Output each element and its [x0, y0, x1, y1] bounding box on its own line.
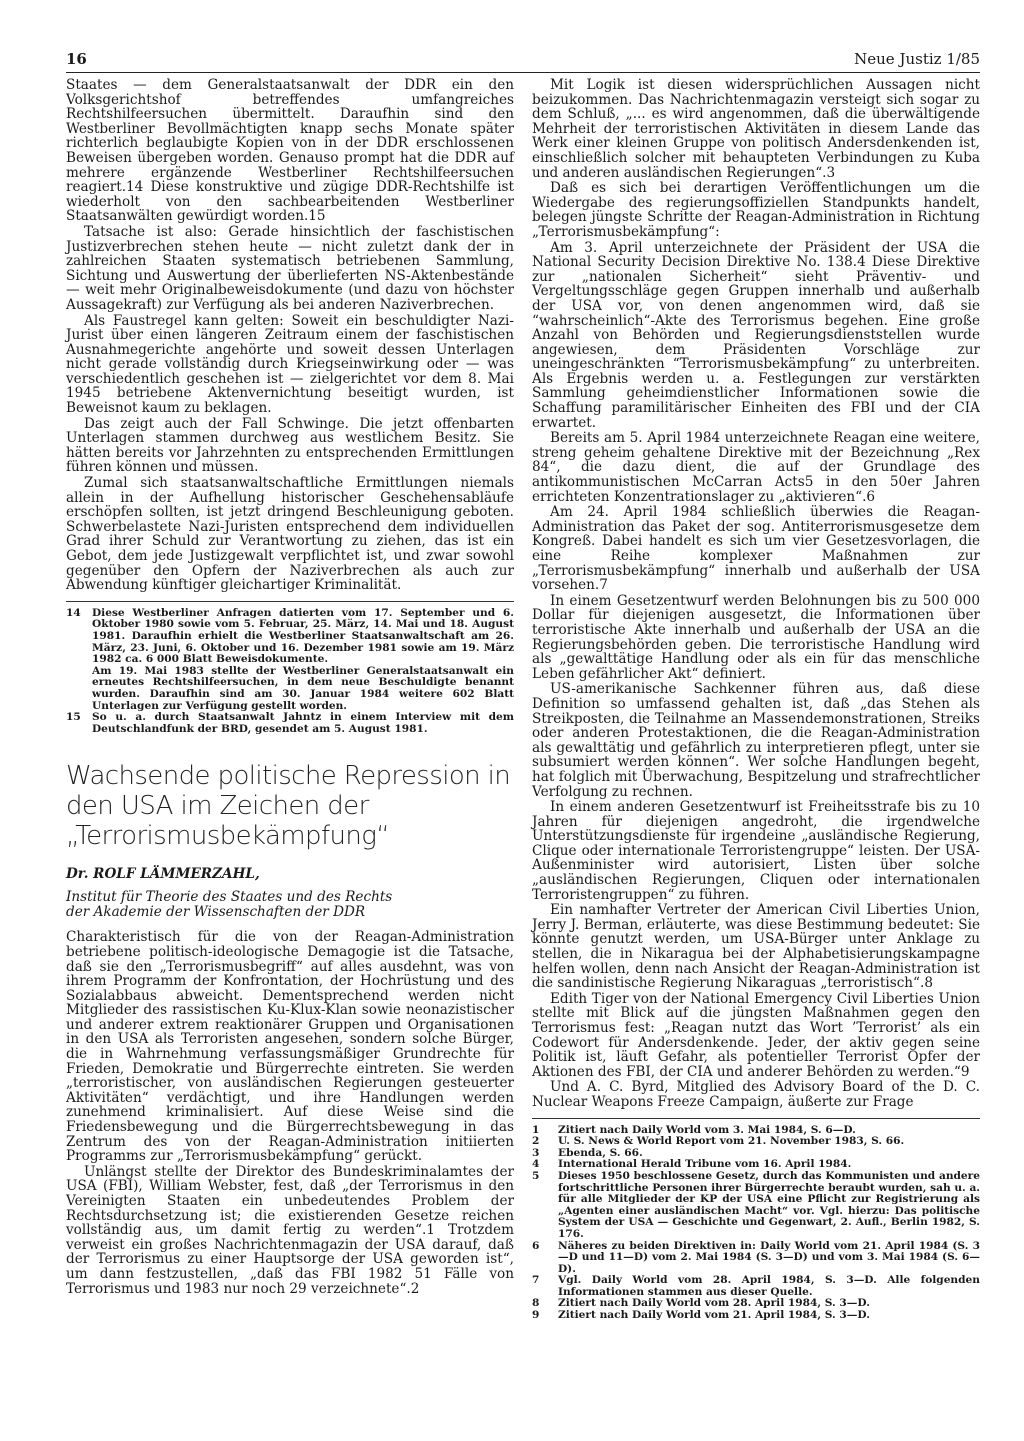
body-paragraph: Das zeigt auch der Fall Schwinge. Die jetzt offenbarten Unterlagen stammen durchweg aus westlichem Besitz. Sie hätten bereits vor Jahrzehnten zu entsprechenden Ermittlungen führen können und müssen.: [66, 415, 514, 476]
page-number: 16: [66, 50, 87, 68]
footnote: [532, 1136, 980, 1148]
footnote-number: 15: [66, 711, 81, 724]
body-paragraph: Staates — dem Generalstaatsanwalt der DDR ein den Volksgerichtshof betreffendes umfangreiches Rechtshilfeersuchen übermittelt. Daraufhin sind den Westberliner Bevollmächtigten knapp sechs Monate später richterlich beglaubigte Kopien von in der DDR erschlossenen Beweisen übergeben worden. Genauso prompt hat die DDR auf mehrere ergänzende Westberliner Rechtshilfeersuchen reagiert.14 Diese konstruktive und zügige DDR-Rechtshilfe ist wiederholt von den sachbearbeitenden Westberliner Staatsanwälten gewürdigt worden.15: [66, 77, 514, 225]
footnote-number: 3: [532, 1146, 540, 1159]
footnote-text: Zitiert nach Daily World vom 21. April 1984, S. 3—D.: [558, 1309, 870, 1322]
right-column: [532, 78, 980, 1322]
footnotes-right: [532, 1118, 980, 1322]
body-paragraph: Zumal sich staatsanwaltschaftliche Ermittlungen niemals allein in der Aufhellung historischer Geschehensabläufe erschöpfen sollten, ist jetzt dringend Beschleunigung geboten. Schwerbelastete Nazi-Juristen entsprechend dem individuellen Grad ihrer Schuld zur Verantwortung zu ziehen, das ist ein Gebot, dem jede Justizgewalt verpflichtet ist, und zwar sowohl gegenüber den Opfern der Naziverbrechen als auch zur Abwendung künftiger gleichartiger Kriminalität.: [66, 475, 514, 594]
footnote: [532, 1241, 980, 1276]
footnote-number: 4: [532, 1158, 540, 1171]
body-paragraph: Daß es sich bei derartigen Veröffentlichungen um die Wiedergabe des regierungsoffiziellen Standpunkts handelt, belegen jüngste Schritte der Reagan-Administration in Richtung „Terrorismusbekämpfung“:: [532, 180, 980, 240]
footnote-text: Zitiert nach Daily World vom 28. April 1984, S. 3—D.: [558, 1297, 870, 1310]
author-affiliation: der Akademie der Wissenschaften der DDR: [66, 904, 366, 921]
footnote-text: Vgl. Daily World vom 28. April 1984, S. 3—D. Alle folgenden Informationen stammen aus dieser Quelle.: [558, 1274, 980, 1298]
body-paragraph: Am 3. April unterzeichnete der Präsident der USA die National Security Decision Direktive No. 138.4 Diese Direktive zur „nationalen Sicherheit“ sieht Präventiv- und Vergeltungsschläge gegen Gruppen innerhalb und außerhalb der USA vor, von denen angenommen wird, daß sie “wahrscheinlich“-Akte des Terrorismus begehen. Eine große Anzahl von Behörden und Regierungsdienststellen wurde angewiesen, dem Präsidenten Vorschläge zur uneingeschränkten “Terrorismusbekämpfung“ zu unterbreiten. Als Ergebnis werden u. a. Festlegungen zur verstärkten Sammlung geheimdienstlicher Informationen sowie die Schaffung paramilitärischer Einheiten des FBI und der CIA erwartet.: [532, 239, 980, 431]
footnote-number: 1: [532, 1123, 540, 1136]
footnote-text: U. S. News & World Report vom 21. November 1983, S. 66.: [558, 1135, 905, 1148]
body-paragraph: Am 24. April 1984 schließlich überwies die Reagan-Administration das Paket der sog. Antiterrorismusgesetze dem Kongreß. Dabei handelt es sich um vier Gesetzesvorlagen, die eine Reihe komplexer Maßnahmen zur „Terrorismusbekämpfung“ innerhalb und außerhalb der USA vorsehen.7: [532, 504, 980, 594]
article-author: Dr. ROLF LÄMMERZAHL,: [66, 866, 260, 883]
footnote-number: 2: [532, 1135, 540, 1148]
body-paragraph: US-amerikanische Sachkenner führen aus, daß diese Definition so umfassend gehalten ist, daß „das Stehen als Streikposten, die Teilnahme an Massendemonstrationen, Streiks oder anderen Protestaktionen, die die Reagan-Administration als gewalttätig und gefährlich zu interpretieren pflegt, unter sie subsumiert werden können“. Wer solche Handlungen begeht, hat folglich mit Überwachung, Bespitzelung und strafrechtlicher Verfolgung zu rechnen.: [532, 681, 980, 800]
body-paragraph: Mit Logik ist diesen widersprüchlichen Aussagen nicht beizukommen. Das Nachrichtenmagazin versteigt sich sogar zu dem Schluß, „... es wird angenommen, daß die überwältigende Mehrheit der terroristischen Aktivitäten in diesem Lande das Werk einer kleinen Gruppe von politisch Andersdenkenden ist, einschließlich solcher mit behaupteten Verbindungen zu Kuba und anderen ausländischen Regierungen“.3: [532, 77, 980, 181]
footnote-number: 7: [532, 1274, 540, 1287]
footnote-text: Dieses 1950 beschlossene Gesetz, durch das Kommunisten und andere fortschrittliche Personen ihrer Bürgerrechte beraubt wurden, sah u. a. für alle Mitglieder der KP der USA eine Pflicht zur Registrierung als „Agenten einer ausländischen Macht“ vor. Vgl. hierzu: Das politische System der USA — Geschichte und Gegenwart, 2. Aufl., Berlin 1982, S. 176.: [558, 1169, 980, 1240]
footnote-text: International Herald Tribune vom 16. April 1984.: [558, 1158, 852, 1171]
journal-issue: Neue Justiz 1/85: [854, 50, 980, 68]
footnote-text: Am 19. Mai 1983 stellte der Westberliner Generalstaatsanwalt ein erneutes Rechtshilfeersuchen, in dem neue Beschuldigte benannt wurden. Daraufhin sind am 30. Januar 1984 weitere 602 Blatt Unterlagen zur Verfügung gestellt worden.: [92, 664, 514, 712]
footnote: [66, 608, 514, 666]
footnote-text: Ebenda, S. 66.: [558, 1146, 643, 1159]
body-paragraph: Als Faustregel kann gelten: Soweit ein beschuldigter Nazi-Jurist über einen längeren Zeitraum einem der faschistischen Ausnahmegerichte angehörte und soweit dessen Unterlagen nicht gerade vollständig durch Kriegseinwirkung oder — was verschiedentlich geschehen ist — zielgerichtet vor dem 8. Mai 1945 betriebene Aktenvernichtung beseitigt wurden, ist Beweisnot kaum zu beklagen.: [66, 312, 514, 417]
footnote-number: 8: [532, 1297, 540, 1310]
body-paragraph: In einem anderen Gesetzentwurf ist Freiheitsstrafe bis zu 10 Jahren für diejenigen angedroht, die irgendwelche Unterstützungsdienste für irgendeine „ausländische Regierung, Clique oder internationale Terroristengruppe“ leisten. Der USA-Außenminister wird autorisiert, Listen über solche „ausländischen Regierungen, Cliquen oder internationalen Terroristengruppen“ zu führen.: [532, 799, 980, 903]
footnote-text: So u. a. durch Staatsanwalt Jahntz in einem Interview mit dem Deutschlandfunk der BRD, gesendet am 5. August 1981.: [92, 711, 514, 735]
footnote: [532, 1275, 980, 1298]
footnote-number: [66, 666, 92, 712]
body-paragraph: Unlängst stellte der Direktor des Bundeskriminalamtes der USA (FBI), William Webster, fest, daß „der Terrorismus in den Vereinigten Staaten ein unbedeutendes Problem der Rechtsdurchsetzung ist; die existierenden Gesetze reichen vollständig aus, um damit fertig zu werden“.1 Trotzdem verweist ein großes Nachrichtenmagazin der USA darauf, daß der Terrorismus zu einer Hauptsorge der USA geworden ist“, um dann festzustellen, „daß das FBI 1982 51 Fälle von Terrorismus und 1983 nur noch 29 verzeichnete“.2: [66, 1163, 514, 1297]
body-paragraph: Ein namhafter Vertreter der American Civil Liberties Union, Jerry J. Berman, erläuterte, was diese Bestimmung bedeutet: Sie könnte genutzt werden, um USA-Bürger unter Anklage zu stellen, die in Nikaragua bei der Alphabetisierungskampagne helfen wollen, denn nach Ansicht der Reagan-Administration ist die sandinistische Regierung Nikaraguas „terroristisch“.8: [532, 902, 980, 992]
footnote-text: Diese Westberliner Anfragen datierten vom 17. September und 6. Oktober 1980 sowie vom 5. Februar, 25. März, 14. Mai und 18. August 1981. Daraufhin erhielt die Westberliner Staatsanwaltschaft am 26. März, 23. Juni, 6. Oktober und 16. Dezember 1981 sowie am 19. März 1982 ca. 6 000 Blatt Beweisdokumente.: [92, 606, 514, 666]
page-header: [66, 50, 980, 73]
footnote-number: 14: [66, 606, 81, 619]
footnote: [532, 1310, 980, 1322]
footnote-text: Näheres zu beiden Direktiven in: Daily World vom 21. April 1984 (S. 3—D und 11—D) vom 2. Mai 1984 (S. 3—D) und vom 3. Mai 1984 (S. 6—D).: [558, 1239, 980, 1275]
footnote: [66, 666, 514, 712]
body-paragraph: Edith Tiger von der National Emergency Civil Liberties Union stellte mit Blick auf die jüngsten Maßnahmen gegen den Terrorismus fest: „Reagan nutzt das Wort ’Terrorist’ als ein Codewort für Andersdenkende. Jeder, der aktiv gegen seine Politik ist, läuft Gefahr, als potentieller Terrorist Opfer der Aktionen des FBI, der CIA und anderer Behörden zu werden.“9: [532, 990, 980, 1080]
footnote-number: 5: [532, 1169, 540, 1182]
footnote: [532, 1171, 980, 1241]
footnotes-left: [66, 601, 514, 736]
author-affiliation: Institut für Theorie des Staates und des Rechts: [66, 889, 393, 906]
body-paragraph: Bereits am 5. April 1984 unterzeichnete Reagan eine weitere, streng geheim gehaltene Direktive mit der Bezeichnung „Rex 84“, die dazu dient, die auf der Grundlage des antikommunistischen McCarran Acts5 in den 50er Jahren errichteten Konzentrationslager zu „aktivieren“.6: [532, 430, 980, 505]
body-paragraph: Charakteristisch für die von der Reagan-Administration betriebene politisch-ideologische Demagogie ist die Tatsache, daß sie den „Terrorismusbegriff“ auf alles ausdehnt, was von ihrem Programm der Konfrontation, der Hochrüstung und des Sozialabbaus abweicht. Dementsprechend werden nicht Mitglieder des rassistischen Ku-Klux-Klan sowie neonazistischer und anderer extrem reaktionärer Gruppen und Organisationen in den USA als Terroristen angesehen, sondern solche Bürger, die in Wahrnehmung verfassungsmäßiger Grundrechte für Frieden, Demokratie und Bürgerrechte eintreten. Sie werden „terroristischer, von ausländischen Regierungen gesteuerter Aktivitäten“ verdächtigt, und ihre Handlungen werden zunehmend kriminalisiert. Auf diese Weise sind die Friedensbewegung und die Bürgerrechtsbewegung in das Zentrum des von der Reagan-Administration initiierten Programms zur „Terrorismusbekämpfung“ gerückt.: [66, 929, 514, 1165]
body-paragraph: In einem Gesetzentwurf werden Belohnungen bis zu 500 000 Dollar für diejenigen ausgesetzt, die Informationen über terroristische Akte innerhalb und außerhalb der USA an die Regierungsbehörden geben. Die terroristische Handlung wird als „gewalttätige Handlung oder als ein für das menschliche Leben gefährlicher Akt“ definiert.: [532, 592, 980, 682]
left-column: [66, 78, 514, 1297]
footnote: [66, 712, 514, 735]
body-paragraph: Und A. C. Byrd, Mitglied des Advisory Board of the D. C. Nuclear Weapons Freeze Campaign, äußerte zur Frage: [532, 1079, 980, 1110]
article-title: Wachsende politische Repression in den USA im Zeichen der „Terrorismusbekämpfung“: [66, 761, 511, 852]
footnote-number: 9: [532, 1309, 540, 1322]
footnote-number: 6: [532, 1239, 540, 1252]
body-paragraph: Tatsache ist also: Gerade hinsichtlich der faschistischen Justizverbrechen stehen heute — nicht zuletzt dank der in zahlreichen Staaten systematisch betriebenen Sammlung, Sichtung und Auswertung der überlieferten NS-Aktenbestände — weit mehr Originalbeweisdokumente (und dazu von höchster Aussagekraft) zur Verfügung als bei anderen Naziverbrechen.: [66, 223, 514, 313]
footnote-text: Zitiert nach Daily World vom 3. Mai 1984, S. 6—D.: [558, 1123, 856, 1136]
